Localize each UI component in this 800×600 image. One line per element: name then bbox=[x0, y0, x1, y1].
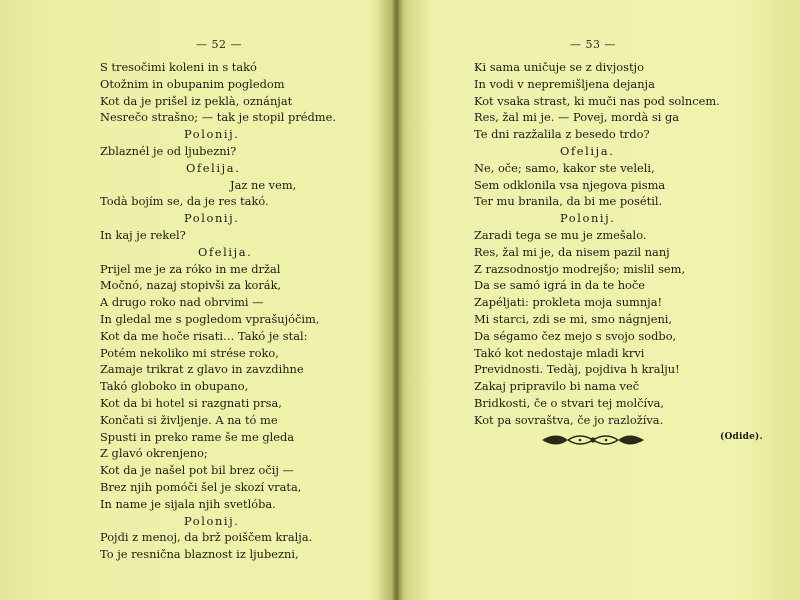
verse-line: Z razsodnostjo modrejšo; mislil sem, bbox=[474, 261, 686, 276]
left-page bbox=[0, 0, 392, 600]
verse-line: Res, žal mi je. — Povej, mordà si ga bbox=[474, 110, 680, 125]
verse-line: Močnó, nazaj stopivši za korák, bbox=[100, 278, 282, 293]
verse-line: Jaz ne vem, bbox=[230, 177, 297, 192]
verse-line: Previdnosti. Tedàj, pojdiva h kralju! bbox=[474, 362, 680, 377]
verse-line: A drugo roko nad obrvimi — bbox=[100, 295, 264, 310]
verse-line: Takó globoko in obupano, bbox=[100, 379, 249, 394]
verse-line: In vodi v nepremišljena dejanja bbox=[474, 76, 655, 91]
verse-line: Te dni razžalila z besedo trdo? bbox=[474, 127, 650, 142]
right-page-text bbox=[474, 59, 784, 445]
verse-line: Zamaje trikrat z glavo in zavzdihne bbox=[100, 362, 304, 377]
speaker-name: Ofelija. bbox=[186, 160, 241, 175]
verse-line: Z glavó okrenjeno; bbox=[100, 446, 208, 461]
right-page bbox=[408, 0, 800, 600]
verse-line: Potém nekoliko mi strése roko, bbox=[100, 345, 279, 360]
verse-line: To je resnična blaznost iz ljubezni, bbox=[100, 547, 299, 562]
page-number-right: — 53 — bbox=[570, 38, 616, 51]
ornament-divider-icon bbox=[538, 430, 648, 450]
stage-direction: (Odide). bbox=[720, 431, 763, 442]
speaker-name: Polonij. bbox=[184, 211, 240, 226]
verse-line: Prijel me je za róko in me držal bbox=[100, 261, 281, 276]
verse-line: Zaradi tega se mu je zmešalo. bbox=[474, 227, 647, 242]
verse-line: Kot da je prišel iz peklà, oznánjat bbox=[100, 93, 293, 108]
verse-line: Ter mu branila, da bi me posétil. bbox=[474, 194, 663, 209]
verse-line: In gledal me s pogledom vprašujóčim, bbox=[100, 311, 320, 326]
verse-line: Kot da je našel pot bil brez očij — bbox=[100, 463, 294, 478]
verse-line: Kot vsaka strast, ki muči nas pod solncem. bbox=[474, 93, 720, 108]
verse-line: Brez njih pomóči šel je skozí vrata, bbox=[100, 479, 302, 494]
verse-line: Takó kot nedostaje mladi krvi bbox=[474, 345, 645, 360]
speaker-name: Polonij. bbox=[184, 127, 240, 142]
verse-line: In name je sijala njih svetlóba. bbox=[100, 496, 276, 511]
verse-line: Ne, oče; samo, kakor ste veleli, bbox=[474, 160, 655, 175]
verse-line: Kot da bi hotel si razgnati prsa, bbox=[100, 395, 282, 410]
speaker-name: Polonij. bbox=[184, 513, 240, 528]
left-page-text bbox=[100, 59, 340, 563]
speaker-name: Polonij. bbox=[560, 211, 616, 226]
verse-line: Končati si življenje. A na tó me bbox=[100, 412, 278, 427]
verse-line: S tresočimi koleni in s takó bbox=[100, 60, 257, 74]
speaker-name: Ofelija. bbox=[560, 143, 615, 158]
verse-line: Todà bojím se, da je res takó. bbox=[100, 194, 269, 209]
verse-line: Mi starci, zdi se mi, smo nágnjeni, bbox=[474, 311, 673, 326]
verse-line: Zblaznél je od ljubezni? bbox=[100, 143, 237, 158]
verse-line: Ki sama uničuje se z divjostjo bbox=[474, 60, 644, 74]
verse-line: Da ségamo čez mejo s svojo sodbo, bbox=[474, 328, 677, 343]
verse-line: Nesrečo strašno; — tak je stopil prédme. bbox=[100, 110, 336, 125]
verse-line: Kot da me hoče risati… Takó je stal: bbox=[100, 328, 308, 343]
verse-line: Kot pa sovraštva, če jo razložíva. bbox=[474, 412, 664, 427]
speaker-name: Ofelija. bbox=[198, 244, 253, 259]
verse-line: Otožnim in obupanim pogledom bbox=[100, 76, 285, 91]
verse-line: Zapéljati: prokleta moja sumnja! bbox=[474, 295, 663, 310]
verse-line: In kaj je rekel? bbox=[100, 227, 186, 242]
verse-line: Da se samó igrá in da te hoče bbox=[474, 278, 646, 293]
verse-line: Pojdi z menoj, da brž poiščem kralja. bbox=[100, 530, 313, 545]
verse-line: Sem odklonila vsa njegova pisma bbox=[474, 177, 666, 192]
verse-line: Bridkosti, če o stvari tej molčíva, bbox=[474, 395, 665, 410]
verse-line: Res, žal mi je, da nisem pazil nanj bbox=[474, 244, 670, 259]
page-number-left: — 52 — bbox=[196, 38, 242, 51]
verse-line: Zakaj pripravilo bi nama več bbox=[474, 379, 640, 394]
verse-line: Spusti in preko rame še me gleda bbox=[100, 429, 295, 444]
